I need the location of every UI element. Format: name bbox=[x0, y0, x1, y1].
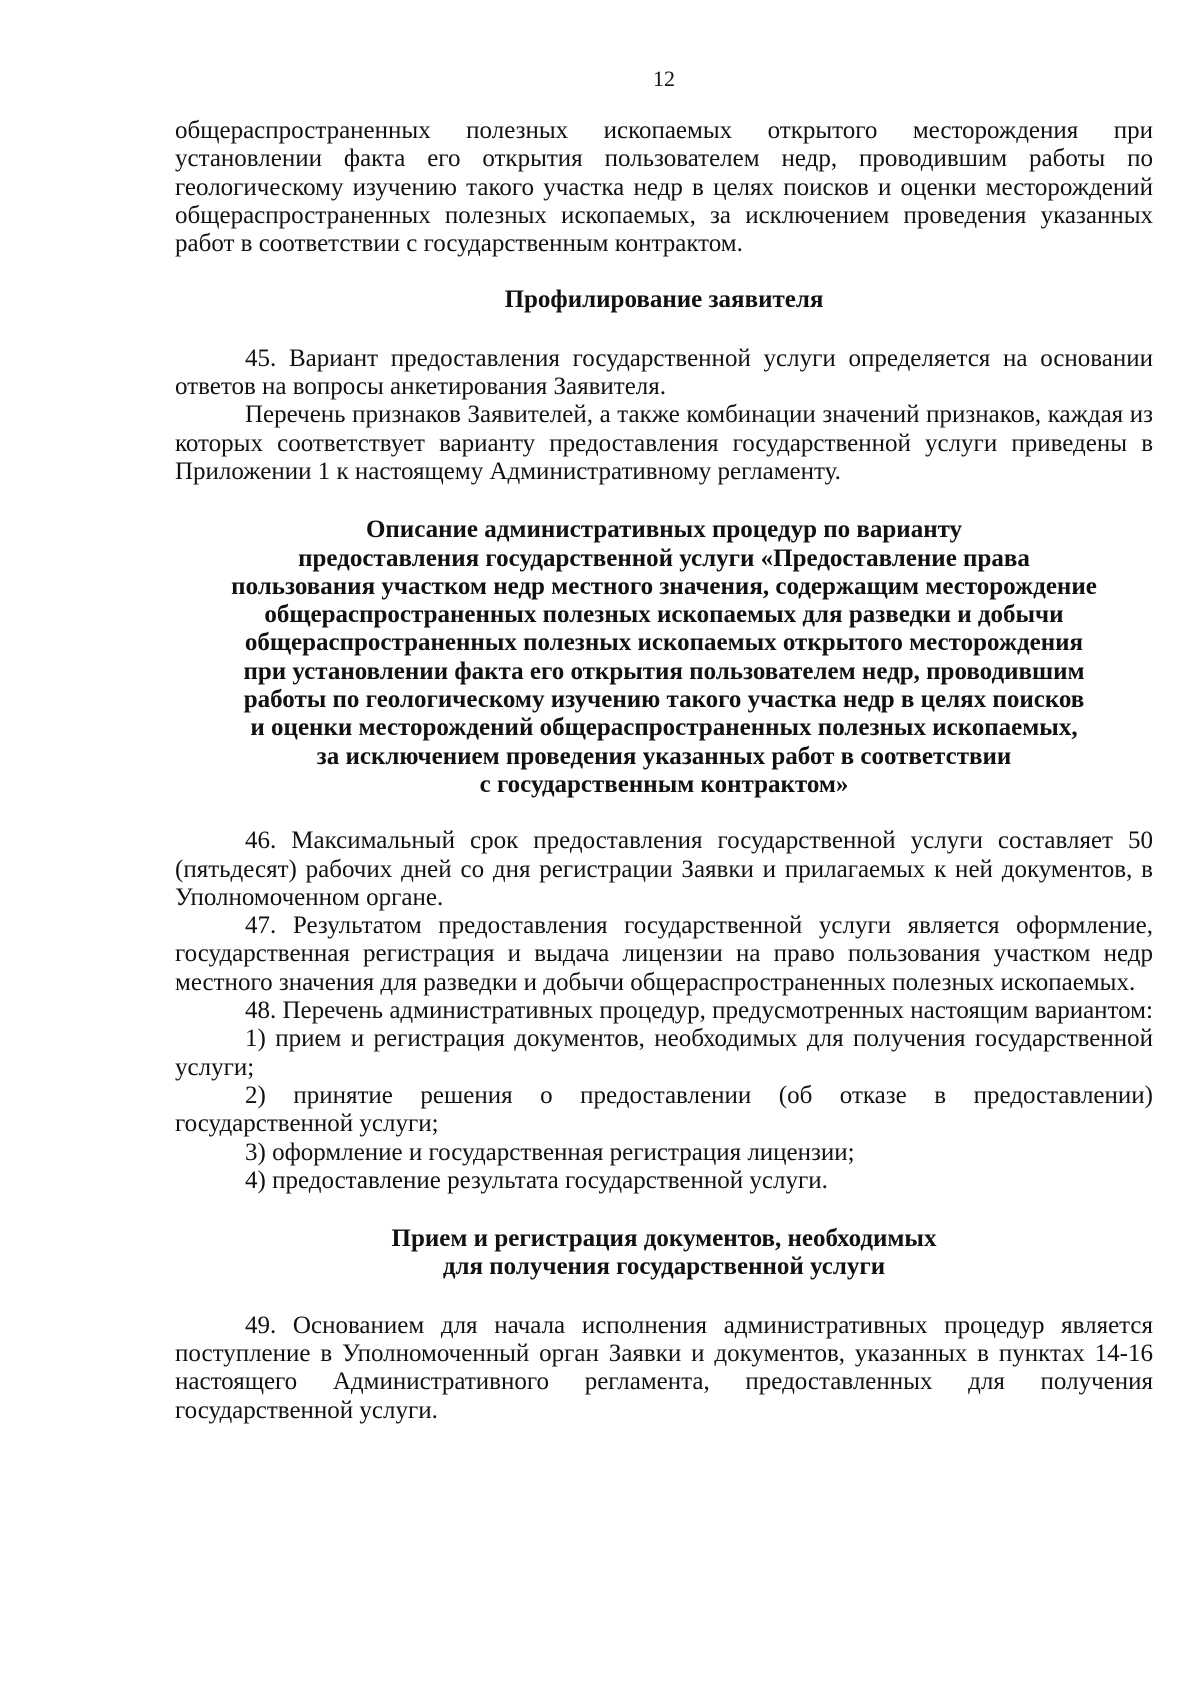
heading-reception bbox=[175, 1225, 1153, 1282]
paragraph-47: 47. Результатом предоставления государственной услуги является оформление, государственная регистрация и выдача лицензии на право пользования участком недр местного значения для разведки и добычи общераспространенных полезных ископаемых. bbox=[175, 912, 1153, 996]
heading-description-line: общераспространенных полезных ископаемых для разведки и добычи bbox=[264, 601, 1064, 629]
paragraph-46: 46. Максимальный срок предоставления государственной услуги составляет 50 (пятьдесят) рабочих дней со дня регистрации Заявки и прилагаемых к ней документов, в Уполномоченном органе. bbox=[175, 827, 1153, 911]
heading-description-line: общераспространенных полезных ископаемых открытого месторождения bbox=[244, 629, 1084, 657]
heading-description-line: работы по геологическому изучению такого участка недр в целях поисков bbox=[243, 686, 1085, 714]
heading-description-line: с государственным контрактом» bbox=[479, 770, 849, 798]
heading-reception-line: для получения государственной услуги bbox=[442, 1253, 886, 1281]
page-number: 12 bbox=[653, 66, 675, 91]
list-item-4: 4) предоставление результата государственной услуги. bbox=[245, 1166, 828, 1194]
list-item-1: 1) прием и регистрация документов, необходимых для получения государственной услуги; bbox=[175, 1025, 1153, 1081]
heading-profiling: Профилирование заявителя bbox=[504, 286, 824, 314]
heading-description-line: при установлении факта его открытия пользователем недр, проводившим bbox=[243, 657, 1085, 685]
paragraph-49: 49. Основанием для начала исполнения административных процедур является поступление в Уполномоченный орган Заявки и документов, указанных в пунктах 14-16 настоящего Административного регламента, предоставленных для получения государственной услуги. bbox=[175, 1311, 1153, 1424]
document-body bbox=[175, 117, 1153, 1425]
heading-description-line: за исключением проведения указанных работ в соответствии bbox=[316, 742, 1012, 770]
heading-description-line: Описание административных процедур по варианту bbox=[365, 516, 963, 544]
heading-description-line: предоставления государственной услуги «Предоставление права bbox=[298, 544, 1030, 572]
heading-description-line: и оценки месторождений общераспространенных полезных ископаемых, bbox=[250, 714, 1078, 742]
heading-description bbox=[175, 516, 1153, 799]
paragraph-45-list: Перечень признаков Заявителей, а также комбинации значений признаков, каждая из которых соответствует варианту предоставления государственной услуги приведены в Приложении 1 к настоящему Административному регламенту. bbox=[175, 401, 1153, 485]
heading-description-line: пользования участком недр местного значения, содержащим месторождение bbox=[231, 572, 1097, 600]
paragraph-45: 45. Вариант предоставления государственной услуги определяется на основании ответов на вопросы анкетирования Заявителя. bbox=[175, 344, 1153, 401]
heading-reception-line: Прием и регистрация документов, необходимых bbox=[391, 1225, 937, 1253]
list-item-2: 2) принятие решения о предоставлении (об отказе в предоставлении) государственной услуги; bbox=[175, 1081, 1153, 1138]
paragraph-48: 48. Перечень административных процедур, предусмотренных настоящим вариантом: bbox=[245, 997, 1153, 1025]
list-item-3: 3) оформление и государственная регистрация лицензии; bbox=[245, 1138, 855, 1166]
intro-paragraph: общераспространенных полезных ископаемых открытого месторождения при установлении факта его открытия пользователем недр, проводившим работы по геологическому изучению такого участка недр в целях поисков и оценки месторождений общераспространенных полезных ископаемых, за исключением проведения указанных работ в соответствии с государственным контрактом. bbox=[175, 117, 1153, 258]
